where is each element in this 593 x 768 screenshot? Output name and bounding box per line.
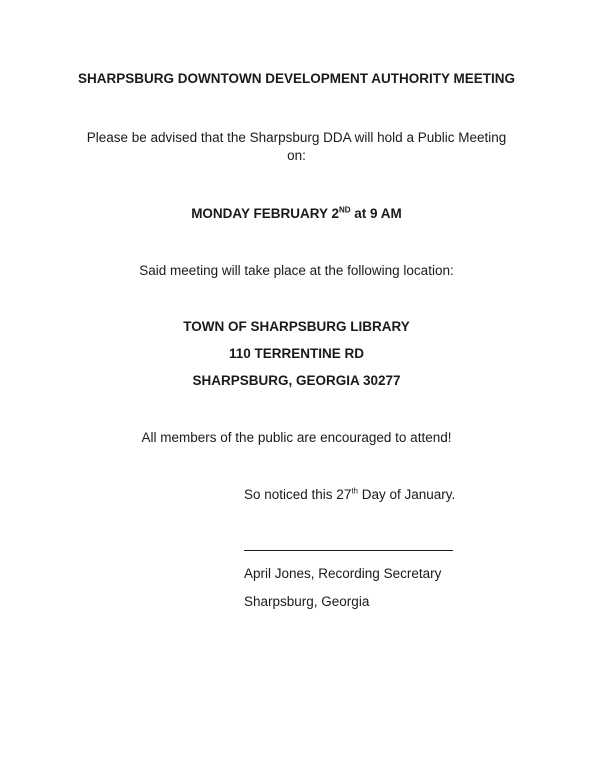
meeting-date-suffix: at 9 AM (350, 206, 402, 221)
location-intro: Said meeting will take place at the following location: (139, 263, 454, 278)
intro-line-2: on: (287, 148, 306, 163)
location-city: SHARPSBURG, GEORGIA 30277 (192, 373, 401, 388)
notice-line (244, 486, 455, 504)
public-invite: All members of the public are encouraged to attend! (141, 430, 452, 445)
document-title: SHARPSBURG DOWNTOWN DEVELOPMENT AUTHORITY MEETING (77, 71, 515, 86)
notice-prefix: So noticed this 27 (244, 487, 352, 502)
intro-line-1: Please be advised that the Sharpsburg DDA will hold a Public Meeting (86, 130, 507, 145)
signature-line (244, 550, 453, 551)
signature-name-title: April Jones, Recording Secretary (244, 566, 442, 581)
meeting-date-prefix: MONDAY FEBRUARY 2 (191, 206, 339, 221)
notice-suffix: Day of January. (358, 487, 456, 502)
location-name: TOWN OF SHARPSBURG LIBRARY (183, 319, 410, 334)
meeting-date-superscript: ND (338, 205, 351, 215)
notice-superscript: th (351, 486, 358, 496)
signature-place: Sharpsburg, Georgia (244, 594, 370, 609)
meeting-date (0, 205, 593, 223)
location-street: 110 TERRENTINE RD (228, 346, 365, 361)
